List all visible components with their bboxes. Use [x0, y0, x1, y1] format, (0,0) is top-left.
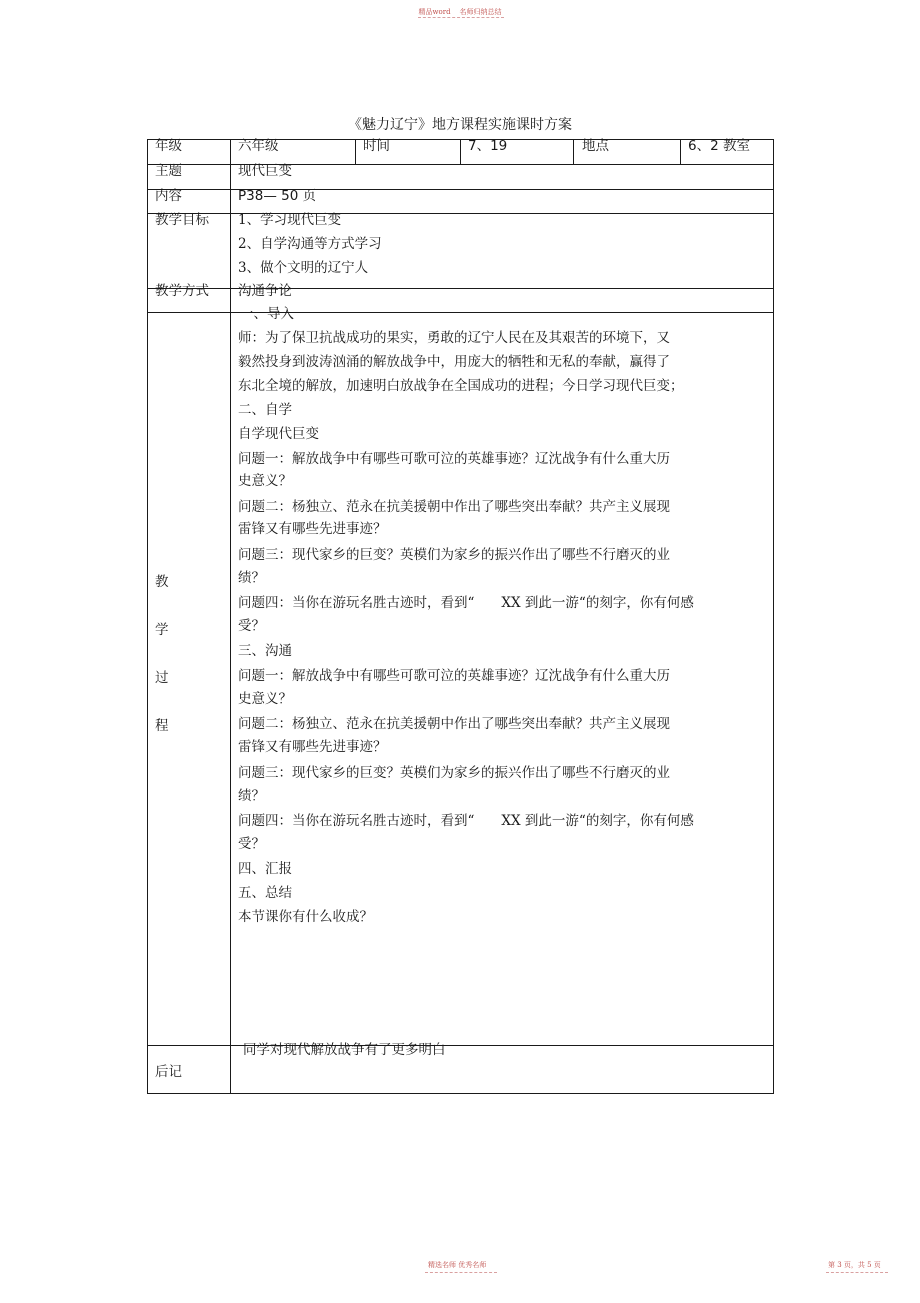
page-number-divider [826, 1272, 888, 1273]
process-line: 本节课你有什么收成？ [238, 909, 373, 925]
process-line: 受？ [238, 618, 265, 634]
method-label: 教学方式 [155, 283, 209, 299]
process-line: 问题二：杨独立、范永在抗美援朝中作出了哪些突出奉献？共产主义展现 [238, 716, 670, 732]
goals-label: 教学目标 [155, 212, 209, 228]
page-number: 第 3 页，共 5 页 [828, 1261, 881, 1269]
content-label: 内容 [155, 188, 182, 204]
time-value: 7、19 [468, 138, 508, 154]
page-header [0, 7, 920, 17]
process-line: 问题一：解放战争中有哪些可歌可泣的英雄事迹？辽沈战争有什么重大历 [238, 668, 670, 684]
footer-center: 精选名师 优秀名师 [428, 1261, 487, 1269]
goal-item: 3、做个文明的辽宁人 [238, 260, 369, 276]
header-right: 名师归纳总结 [459, 8, 502, 16]
footer-divider [425, 1272, 497, 1273]
header-left: 精品word [418, 8, 451, 16]
place-value: 6、2 教室 [688, 138, 750, 154]
process-line: 五、总结 [238, 885, 292, 901]
process-line: 问题三：现代家乡的巨变？英模们为家乡的振兴作出了哪些不行磨灭的业 [238, 547, 670, 563]
process-line: 雷锋又有哪些先进事迹？ [238, 739, 387, 755]
process-line: 问题四：当你在游玩名胜古迹时，看到“ XX 到此一游“的刻字，你有何感 [238, 595, 694, 611]
method-value: 沟通争论 [238, 283, 292, 299]
topic-label: 主题 [155, 163, 182, 179]
goal-item: 2、自学沟通等方式学习 [238, 236, 382, 252]
process-label-char: 教 [155, 574, 169, 590]
process-line: 问题二：杨独立、范永在抗美援朝中作出了哪些突出奉献？共产主义展现 [238, 499, 670, 515]
goal-item: 1、学习现代巨变 [238, 212, 342, 228]
process-label-char: 过 [155, 670, 169, 686]
process-line: 史意义？ [238, 473, 292, 489]
process-line: 绩？ [238, 788, 265, 804]
process-line: 一、导入 [240, 306, 294, 322]
postscript-value: 同学对现代解放战争有了更多明白 [243, 1042, 446, 1058]
process-line: 东北全境的解放，加速明白放战争在全国成功的进程；今日学习现代巨变； [238, 378, 684, 394]
process-line: 三、沟通 [238, 643, 292, 659]
process-line: 问题一：解放战争中有哪些可歌可泣的英雄事迹？辽沈战争有什么重大历 [238, 451, 670, 467]
process-line: 雷锋又有哪些先进事迹？ [238, 521, 387, 537]
process-line: 史意义？ [238, 691, 292, 707]
process-line: 问题四：当你在游玩名胜古迹时，看到“ XX 到此一游“的刻字，你有何感 [238, 813, 694, 829]
time-label: 时间 [363, 138, 390, 154]
grade-label: 年级 [155, 138, 182, 154]
content-value: P38— 50 页 [238, 188, 317, 204]
process-line: 四、汇报 [238, 861, 292, 877]
process-label-char: 程 [155, 718, 169, 734]
process-label-char: 学 [155, 622, 169, 638]
place-label: 地点 [582, 138, 609, 154]
topic-value: 现代巨变 [238, 163, 292, 179]
process-line: 问题三：现代家乡的巨变？英模们为家乡的振兴作出了哪些不行磨灭的业 [238, 765, 670, 781]
process-line: 二、自学 [238, 402, 292, 418]
process-line: 师：为了保卫抗战成功的果实，勇敢的辽宁人民在及其艰苦的环境下，又 [238, 330, 670, 346]
postscript-label: 后记 [155, 1064, 182, 1080]
document-title: 《魅力辽宁》地方课程实施课时方案 [348, 117, 572, 133]
process-line: 绩？ [238, 570, 265, 586]
process-line: 受？ [238, 836, 265, 852]
grade-value: 六年级 [238, 138, 279, 154]
header-divider [418, 17, 504, 18]
process-line: 自学现代巨变 [238, 426, 319, 442]
process-line: 毅然投身到波涛汹涌的解放战争中，用庞大的牺牲和无私的奉献，赢得了 [238, 354, 670, 370]
